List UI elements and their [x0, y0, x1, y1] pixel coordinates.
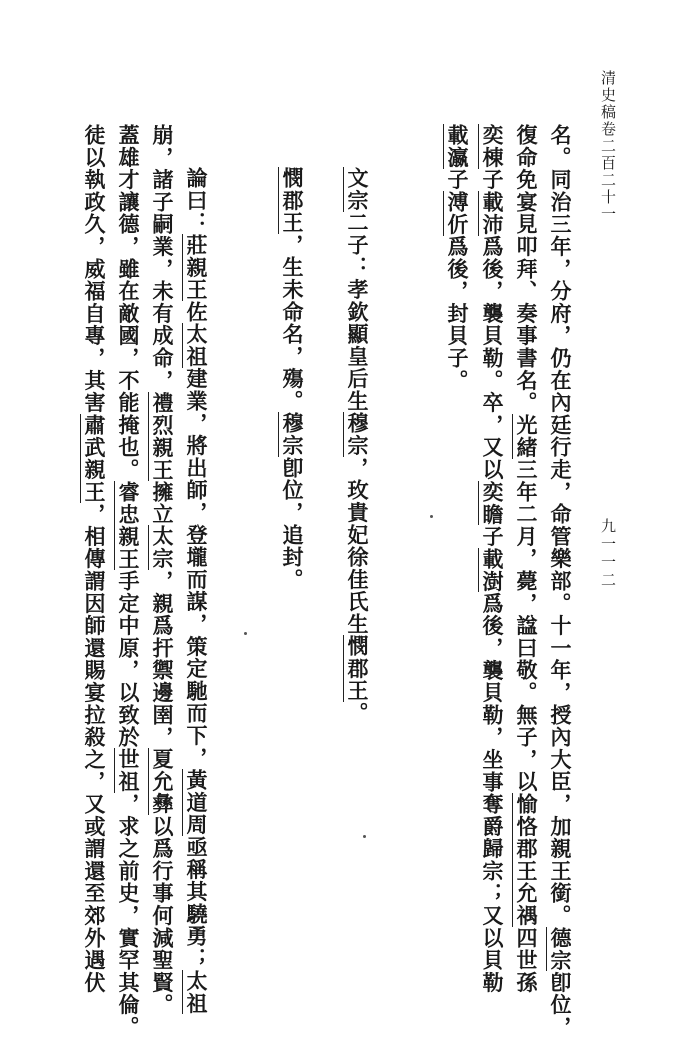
proper-name: 光緒: [514, 413, 539, 459]
proper-name: 穆宗: [280, 412, 305, 457]
proper-name: 穆宗: [345, 412, 370, 457]
text-segment: 子: [480, 525, 505, 548]
text-column-5: [347, 167, 368, 725]
page-number: 九一一二: [599, 518, 617, 590]
proper-name: 太祖: [184, 323, 209, 368]
print-speck: [430, 515, 433, 518]
text-segment: 卽位，追封。: [280, 456, 305, 591]
text-column-2: [516, 124, 537, 994]
text-segment: 爲後，封貝子。: [445, 235, 470, 392]
text-column-6: [282, 167, 303, 591]
text-segment: 徒以執政久，威福自專，其害: [82, 124, 107, 414]
print-speck: [244, 632, 247, 635]
text-column-7: [186, 167, 207, 1014]
text-segment: 三年二月，薨，諡曰敬。無子，以: [514, 458, 539, 794]
text-column-8: [152, 124, 173, 1016]
text-segment: 。: [345, 702, 370, 725]
proper-name: 愉恪郡王允禑: [514, 793, 539, 927]
running-title: 清史稿卷二百二十一: [599, 70, 617, 223]
proper-name: 禮烈親王: [150, 391, 175, 481]
text-segment: 四世孫: [514, 926, 539, 994]
text-segment: 手定中原，以致於: [116, 570, 141, 749]
text-segment: 子: [480, 168, 505, 191]
print-speck: [363, 835, 366, 838]
proper-name: 世祖: [116, 748, 141, 794]
proper-name: 憫郡王: [345, 635, 370, 703]
text-segment: 二子：孝欽顯皇后生: [345, 211, 370, 413]
text-segment: ，相傳謂因師還賜宴拉殺之，又或謂還至郊外遇伏: [82, 503, 107, 994]
text-segment: 亟稱其驍勇；: [184, 836, 209, 970]
text-segment: ，求之前史，實罕其倫。: [116, 793, 141, 1038]
proper-name: 太祖: [184, 969, 209, 1015]
text-segment: 擁立: [150, 480, 175, 526]
text-segment: 佐: [184, 300, 209, 324]
text-column-4: [447, 124, 468, 392]
text-segment: 論曰：: [184, 167, 209, 234]
text-column-10: [84, 124, 105, 994]
text-segment: ，玫貴妃徐佳氏生: [345, 456, 370, 636]
text-segment: 名。同治三年，分府，仍在內廷行走，命管樂部。十一年，授內大臣，加親王銜。: [548, 124, 573, 927]
text-segment: 建業，將出師，登壠而謀，策定馳而下，: [184, 367, 209, 770]
proper-name: 奕瞻: [480, 480, 505, 526]
proper-name: 載瀛: [445, 124, 470, 169]
text-segment: 以爲行事何減聖賢。: [150, 815, 175, 1017]
proper-name: 溥伒: [445, 190, 470, 236]
proper-name: 莊親王: [184, 233, 209, 301]
text-column-3: [482, 124, 503, 994]
text-segment: 卽位，: [548, 971, 573, 1038]
proper-name: 憫郡王: [280, 167, 305, 234]
text-segment: 爲後，襲貝勒。卒，又以: [480, 235, 505, 481]
proper-name: 太宗: [150, 525, 175, 571]
proper-name: 德宗: [548, 926, 573, 972]
proper-name: 睿忠親王: [116, 480, 141, 571]
proper-name: 肅武親王: [82, 413, 107, 504]
proper-name: 載澍: [480, 547, 505, 593]
text-segment: 子: [445, 168, 470, 191]
proper-name: 載沛: [480, 190, 505, 236]
proper-name: 奕棟: [480, 124, 505, 169]
text-segment: ，生未命名，殤。: [280, 233, 305, 413]
text-column-1: [550, 124, 571, 1038]
proper-name: 文宗: [345, 167, 370, 212]
text-segment: 復命免宴見叩拜、奏事書名。: [514, 124, 539, 414]
text-segment: 蓋雄才讓德，雖在敵國，不能掩也。: [116, 124, 141, 481]
text-column-9: [118, 124, 139, 1038]
proper-name: 夏允彝: [150, 748, 175, 816]
text-segment: 崩，諸子嗣業，未有成命，: [150, 124, 175, 392]
text-segment: 爲後，襲貝勒，坐事奪爵歸宗；又以貝勒: [480, 592, 505, 994]
proper-name: 黃道周: [184, 769, 209, 837]
text-segment: ，親爲扞禦邊圉，: [150, 570, 175, 749]
